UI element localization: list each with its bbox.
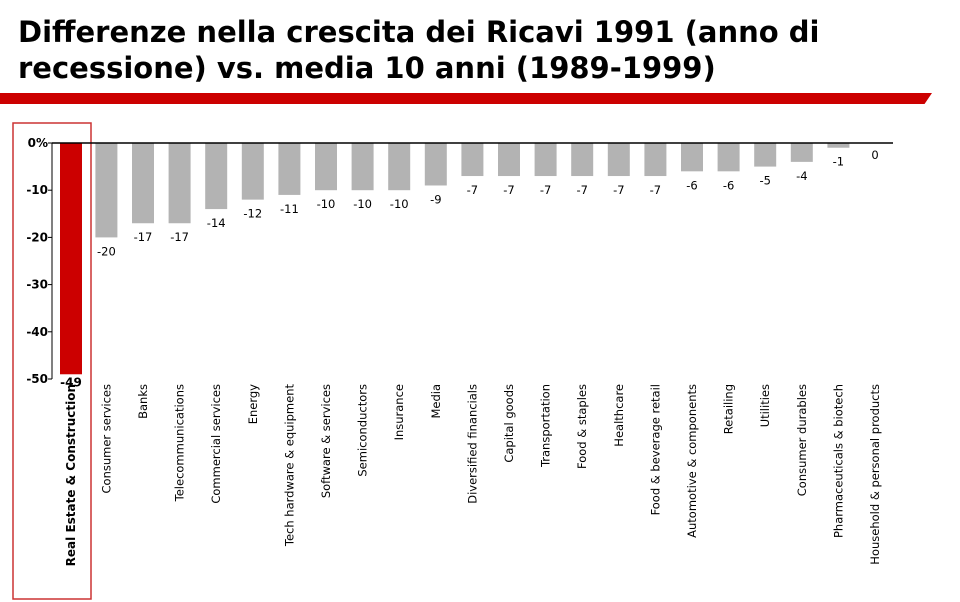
bar-consumer-durables <box>791 143 813 162</box>
category-label-automotive-and-components: Automotive & components <box>685 384 699 538</box>
data-label-retailing: -6 <box>722 178 735 193</box>
data-label-semiconductors: -10 <box>353 197 372 212</box>
y-tick-label: -30 <box>26 277 48 292</box>
data-label-consumer-durables: -4 <box>796 168 808 183</box>
category-label-transportation: Transportation <box>538 384 553 468</box>
bar-consumer-services <box>95 143 117 237</box>
category-label-household-and-personal-products: Household & personal products <box>868 384 882 565</box>
data-label-capital-goods: -7 <box>503 183 515 198</box>
category-label-software-and-services: Software & services <box>319 384 333 499</box>
data-label-transportation: -7 <box>539 183 552 198</box>
data-label-food-and-beverage-retail: -7 <box>649 183 662 198</box>
data-label-utilities: -5 <box>759 173 771 188</box>
bar-transportation <box>535 143 557 176</box>
y-tick-label: -10 <box>26 183 48 198</box>
category-label-utilities: Utilities <box>758 384 773 428</box>
page-title: Differenze nella crescita dei Ricavi 1991 (anno di recessione) vs. media 10 anni (1989-1999) <box>18 15 820 85</box>
bar-diversified-financials <box>461 143 483 176</box>
bar-real-estate-and-construction <box>60 143 82 374</box>
category-label-retailing: Retailing <box>721 384 736 435</box>
data-label-media: -9 <box>430 192 442 207</box>
y-tick-label: 0% <box>27 136 48 150</box>
category-labels-group <box>64 384 882 567</box>
bar-retailing <box>718 143 740 171</box>
data-label-banks: -17 <box>133 230 153 245</box>
bar-banks <box>132 143 154 223</box>
data-label-food-and-staples: -7 <box>576 183 588 198</box>
category-label-diversified-financials: Diversified financials <box>465 384 480 504</box>
y-ticks-group <box>26 136 52 386</box>
category-label-consumer-services: Consumer services <box>99 384 114 494</box>
bar-utilities <box>754 143 776 167</box>
bar-capital-goods <box>498 143 520 176</box>
y-tick-label: -40 <box>26 324 48 339</box>
bar-insurance <box>388 143 410 190</box>
bar-semiconductors <box>352 143 374 190</box>
data-label-healthcare: -7 <box>613 183 625 198</box>
category-label-tech-hardware-and-equipment: Tech hardware & equipment <box>282 384 297 547</box>
data-label-pharmaceuticals-and-biotech: -1 <box>832 154 845 169</box>
data-label-insurance: -10 <box>389 197 409 212</box>
category-label-semiconductors: Semiconductors <box>355 384 370 477</box>
category-label-telecommunications: Telecommunications <box>172 384 187 502</box>
bar-software-and-services <box>315 143 337 190</box>
data-label-consumer-services: -20 <box>97 244 116 259</box>
category-label-consumer-durables: Consumer durables <box>794 384 809 497</box>
category-label-insurance: Insurance <box>392 384 407 441</box>
bar-food-and-staples <box>571 143 593 176</box>
bar-energy <box>242 143 264 200</box>
category-label-food-and-staples: Food & staples <box>575 384 590 469</box>
data-label-automotive-and-components: -6 <box>686 178 698 193</box>
bar-healthcare <box>608 143 630 176</box>
category-label-banks: Banks <box>136 384 150 419</box>
data-label-tech-hardware-and-equipment: -11 <box>280 201 299 216</box>
category-label-healthcare: Healthcare <box>611 384 626 447</box>
category-label-pharmaceuticals-and-biotech: Pharmaceuticals & biotech <box>831 384 846 538</box>
category-label-commercial-services: Commercial services <box>209 384 224 504</box>
category-label-food-and-beverage-retail: Food & beverage retail <box>648 384 663 516</box>
bar-media <box>425 143 447 185</box>
data-label-commercial-services: -14 <box>206 216 226 231</box>
bar-telecommunications <box>169 143 191 223</box>
bar-food-and-beverage-retail <box>644 143 666 176</box>
bar-commercial-services <box>205 143 227 209</box>
bar-tech-hardware-and-equipment <box>278 143 300 195</box>
y-tick-label: -20 <box>26 230 48 245</box>
bar-automotive-and-components <box>681 143 703 171</box>
data-label-software-and-services: -10 <box>316 197 336 212</box>
category-label-capital-goods: Capital goods <box>502 384 516 463</box>
category-label-media: Media <box>428 384 443 419</box>
data-label-diversified-financials: -7 <box>466 183 479 198</box>
category-label-real-estate-and-construction: Real Estate & Construction <box>64 384 78 567</box>
data-label-energy: -12 <box>243 206 263 221</box>
data-label-telecommunications: -17 <box>170 230 189 245</box>
data-label-household-and-personal-products: 0 <box>871 148 879 162</box>
y-tick-label: -50 <box>26 372 48 386</box>
data-label-real-estate-and-construction: -49 <box>60 375 82 390</box>
category-label-energy: Energy <box>245 384 260 425</box>
